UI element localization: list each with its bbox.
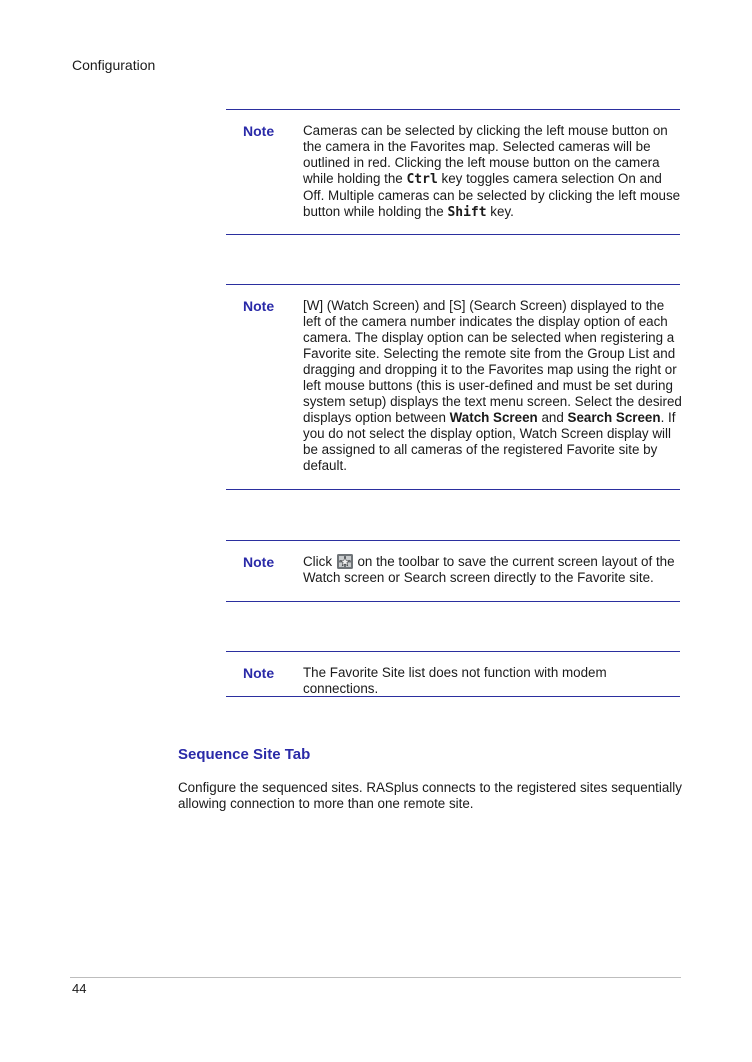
note-text bbox=[303, 554, 683, 586]
note-text bbox=[303, 665, 683, 697]
note-text-run: key toggles camera selection On and Off. Multiple cameras can be selected by clicking the left mouse button while holding the bbox=[303, 171, 681, 219]
keyboard-key: Ctrl bbox=[406, 172, 438, 187]
note-text-run: on the toolbar to save the current screen layout of the Watch screen or Search screen directly to the Favorite site. bbox=[303, 554, 675, 585]
note-text-run: [W] (Watch Screen) and [S] (Search Screen) displayed to the left of the camera number indicates the display option of each camera. The display option can be selected when registering a Favorite site. Selecting the remote site from the Group List and dragging and dropping it to the Favorites map using the right or left mouse buttons (this is user-defined and must be set during system setup) displays the text menu screen. Select the desired displays option between bbox=[303, 298, 682, 425]
emphasized-term: Watch Screen bbox=[449, 410, 538, 425]
note-label: Note bbox=[243, 298, 275, 314]
emphasized-term: Search Screen bbox=[567, 410, 661, 425]
note-text-run: Click bbox=[303, 554, 336, 569]
keyboard-key: Shift bbox=[447, 205, 487, 220]
section-body: Configure the sequenced sites. RASplus connects to the registered sites sequentially allowing connection to more than one remote site. bbox=[178, 780, 682, 811]
note-text-run: The Favorite Site list does not function with modem connections. bbox=[303, 665, 607, 696]
note-ctrl-shift-selection bbox=[226, 109, 680, 235]
save-layout-toolbar-icon bbox=[337, 554, 353, 569]
note-text bbox=[303, 123, 683, 221]
note-text-run: and bbox=[537, 410, 568, 425]
note-label: Note bbox=[243, 554, 275, 570]
footer-divider bbox=[70, 977, 681, 978]
running-header: Configuration bbox=[72, 57, 156, 73]
note-display-option bbox=[226, 284, 680, 490]
note-text-run: key. bbox=[486, 204, 514, 219]
note-text-run: Cameras can be selected by clicking the left mouse button on the camera in the Favorites map. Selected cameras will be outlined in red. Clicking the left mouse button on the camera while holding the bbox=[303, 123, 668, 186]
page-number: 44 bbox=[72, 981, 87, 996]
note-label: Note bbox=[243, 665, 275, 681]
note-text-run: . If you do not select the display option, Watch Screen display will be assigned to all cameras of the registered Favorite site by default. bbox=[303, 410, 676, 473]
note-modem bbox=[226, 651, 680, 697]
note-label: Note bbox=[243, 123, 275, 139]
note-save-layout bbox=[226, 540, 680, 602]
note-text bbox=[303, 298, 683, 474]
section-title: Sequence Site Tab bbox=[178, 746, 311, 763]
